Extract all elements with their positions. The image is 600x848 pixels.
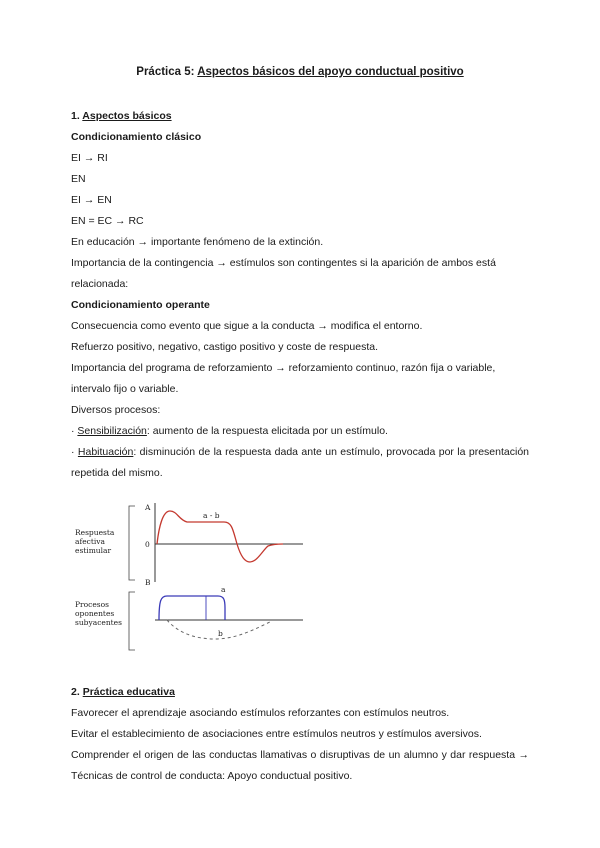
title-prefix: Práctica 5: [136, 66, 198, 78]
body-line: Importancia del programa de reforzamiento → reforzamiento continuo, razón fija o variable, intervalo fijo o variable. [71, 362, 496, 395]
figure-canvas [61, 498, 396, 666]
subheading-operant-conditioning: Condicionamiento operante [71, 299, 210, 311]
bullet-habituacion [71, 442, 529, 484]
bullet-term: Habituación [77, 446, 134, 458]
figure-label-affective-response: Respuesta afectiva estimular [75, 528, 115, 555]
body-line: En educación → importante fenómeno de la extinción. [71, 236, 324, 248]
section2-heading [71, 682, 529, 703]
bullet-term: Sensibilización [77, 425, 147, 437]
section1-number: 1. [71, 110, 80, 122]
axis-label-A: A [145, 503, 151, 512]
bullet-text: : aumento de la respuesta elicitada por un estímulo. [146, 425, 388, 437]
body-line: Refuerzo positivo, negativo, castigo positivo y coste de respuesta. [71, 341, 379, 353]
subheading-classical-conditioning: Condicionamiento clásico [71, 131, 202, 143]
body-line: EI → RI [71, 152, 108, 164]
body-line: Diversos procesos: [71, 404, 161, 416]
axis-label-B: B [145, 578, 151, 587]
bullet-sensibilizacion [71, 421, 529, 442]
opponent-process-figure [61, 498, 396, 666]
section2-heading-text: Práctica educativa [82, 686, 175, 698]
body-line: EN = EC → RC [71, 215, 144, 227]
bullet-marker: · [71, 425, 75, 437]
section2-number: 2. [71, 686, 80, 698]
figure-label-opponent-processes: Procesos oponentes subyacentes [75, 600, 122, 627]
process-a-curve [159, 596, 225, 620]
body-line: Favorecer el aprendizaje asociando estímulos reforzantes con estímulos neutros. [71, 707, 450, 719]
bullet-marker: · [71, 446, 75, 458]
bottom-panel-bracket [129, 592, 135, 650]
body-line: Importancia de la contingencia → estímulos son contingentes si la aparición de ambos está relacionada: [71, 257, 496, 290]
label-process-b: b [218, 629, 223, 638]
affective-response-curve [157, 511, 283, 562]
annotation-a-minus-b: a - b [203, 511, 220, 520]
page-title [71, 62, 529, 83]
section1-heading-text: Aspectos básicos [82, 110, 172, 122]
section1-heading [71, 106, 529, 127]
top-panel-bracket [129, 506, 135, 580]
bullet-text: : disminución de la respuesta dada ante un estímulo, provocada por la presentación repetida del mismo. [71, 446, 529, 479]
label-process-a: a [221, 585, 226, 594]
title-main: Aspectos básicos del apoyo conductual positivo [197, 66, 464, 78]
body-line: Consecuencia como evento que sigue a la conducta → modifica el entorno. [71, 320, 423, 332]
body-line: EI → EN [71, 194, 112, 206]
body-line: Evitar el establecimiento de asociaciones entre estímulos neutros y estímulos aversivos. [71, 728, 482, 740]
body-line: EN [71, 173, 86, 185]
axis-label-0: 0 [145, 540, 150, 549]
body-line: Comprender el origen de las conductas llamativas o disruptivas de un alumno y dar respuesta → Técnicas de control de conducta: Apoyo conductual positivo. [71, 749, 529, 782]
